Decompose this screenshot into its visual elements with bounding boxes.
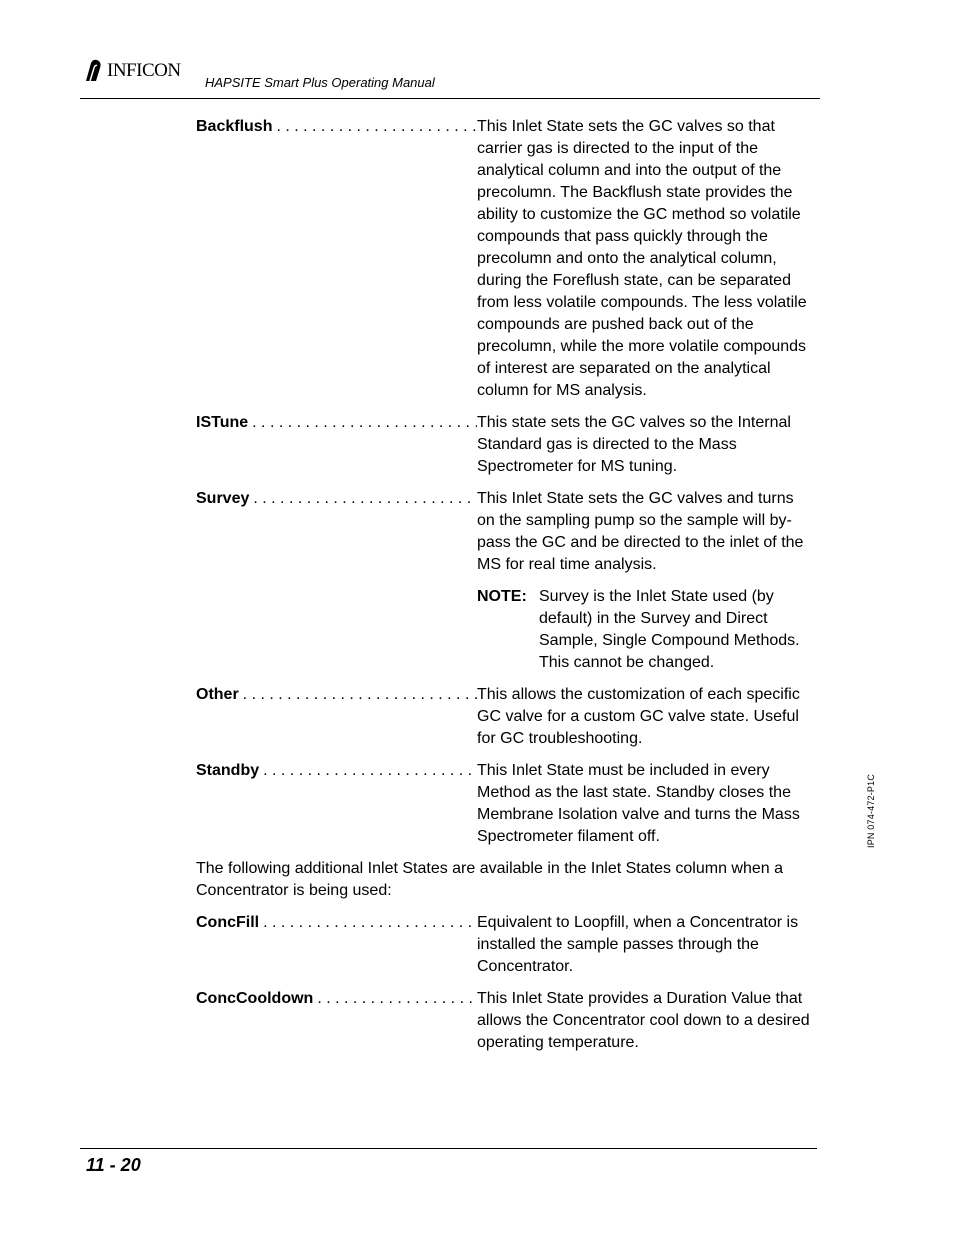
footer-rule (80, 1148, 817, 1149)
term-description: This state sets the GC valves so the Internal Standard gas is directed to the Mass Spectrometer for MS tuning. (477, 414, 791, 475)
main-content (196, 116, 816, 1064)
dot-leader (263, 912, 477, 978)
term-description: This Inlet State sets the GC valves so that carrier gas is directed to the input of the analytical column and into the output of the precolumn. The Backflush state provides the ability to customize the GC method so volatile compounds that pass quickly through the precolumn and onto the analytical column, during the Foreflush state, can be separated from less volatile compounds. The less volatile compounds are pushed back out of the precolumn, while the more volatile compounds of interest are separated on the analytical column for MS analysis. (477, 118, 807, 399)
dot-leader (253, 488, 477, 674)
note-block (477, 586, 815, 674)
definition-entry-conccooldown (196, 988, 816, 1054)
inficon-logo-mark-icon (82, 59, 104, 83)
dot-leader (276, 116, 477, 402)
definition-entry-survey (196, 488, 816, 674)
definition-entry-concfill (196, 912, 816, 978)
term-label: Survey (196, 490, 250, 507)
note-text: Survey is the Inlet State used (by default) in the Survey and Direct Sample, Single Compound Methods. This cannot be changed. (539, 588, 800, 671)
definition-entry-other (196, 684, 816, 750)
document-title: HAPSITE Smart Plus Operating Manual (205, 75, 435, 90)
page-number: 11 - 20 (86, 1155, 141, 1175)
term-label: Backflush (196, 118, 273, 135)
term-label: ConcCooldown (196, 990, 314, 1007)
definition-entry-backflush (196, 116, 816, 402)
definition-entry-istune (196, 412, 816, 478)
term-label: ConcFill (196, 914, 260, 931)
body-paragraph: The following additional Inlet States are available in the Inlet States column when a Concentrator is being used: (196, 860, 784, 899)
term-label: Standby (196, 762, 260, 779)
side-document-code: IPN 074-472-P1C (866, 773, 876, 848)
definition-entry-standby (196, 760, 816, 848)
term-description: This Inlet State provides a Duration Value that allows the Concentrator cool down to a desired operating temperature. (477, 990, 810, 1051)
dot-leader (243, 684, 477, 750)
term-description: This allows the customization of each specific GC valve for a custom GC valve state. Useful for GC troubleshooting. (477, 686, 800, 747)
term-description: This Inlet State must be included in every Method as the last state. Standby closes the Membrane Isolation valve and turns the Mass Spectrometer filament off. (477, 762, 800, 845)
term-description: Equivalent to Loopfill, when a Concentrator is installed the sample passes through the Concentrator. (477, 914, 799, 975)
header-rule (80, 98, 820, 99)
logo-text: INFICON (107, 60, 181, 81)
dot-leader (252, 412, 477, 478)
term-label: Other (196, 686, 239, 703)
page-header (80, 58, 820, 100)
term-description: This Inlet State sets the GC valves and turns on the sampling pump so the sample will by-pass the GC and be directed to the inlet of the MS for real time analysis. (477, 490, 804, 573)
term-label: ISTune (196, 414, 249, 431)
note-label: NOTE: (477, 588, 527, 605)
dot-leader (317, 988, 477, 1054)
dot-leader (263, 760, 477, 848)
